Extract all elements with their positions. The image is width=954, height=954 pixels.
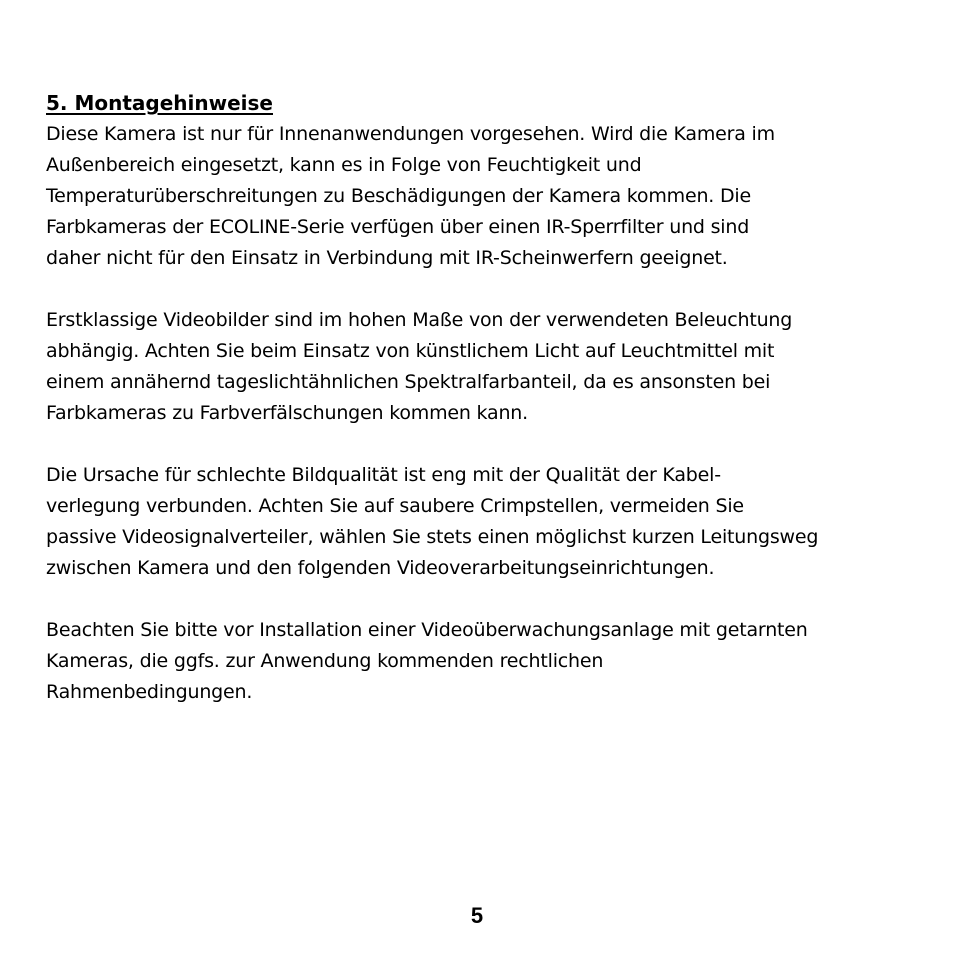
paragraph-line: Beachten Sie bitte vor Installation einer Videoüberwachungsanlage mit getarnten bbox=[46, 619, 808, 641]
paragraph-line: abhängig. Achten Sie beim Einsatz von künstlichem Licht auf Leuchtmittel mit bbox=[46, 340, 775, 362]
page-number: 5 bbox=[470, 903, 484, 928]
paragraph-line: Rahmenbedingungen. bbox=[46, 681, 253, 703]
paragraph-cabling bbox=[46, 460, 916, 584]
paragraph-indoor-use bbox=[46, 119, 916, 274]
paragraph-legal bbox=[46, 615, 916, 708]
paragraph-line: Farbkameras zu Farbverfälschungen kommen kann. bbox=[46, 402, 528, 424]
paragraph-line: daher nicht für den Einsatz in Verbindung mit IR-Scheinwerfern geeignet. bbox=[46, 247, 728, 269]
paragraph-line: Diese Kamera ist nur für Innenanwendungen vorgesehen. Wird die Kamera im bbox=[46, 123, 775, 145]
paragraph-line: passive Videosignalverteiler, wählen Sie stets einen möglichst kurzen Leitungsweg bbox=[46, 526, 819, 548]
section-heading: 5. Montagehinweise bbox=[46, 91, 273, 115]
paragraph-line: Kameras, die ggfs. zur Anwendung kommenden rechtlichen bbox=[46, 650, 604, 672]
paragraph-line: Farbkameras der ECOLINE-Serie verfügen über einen IR-Sperrfilter und sind bbox=[46, 216, 750, 238]
document-body bbox=[46, 88, 916, 739]
paragraph-line: Temperaturüberschreitungen zu Beschädigungen der Kamera kommen. Die bbox=[46, 185, 751, 207]
paragraph-lighting bbox=[46, 305, 916, 429]
paragraph-line: einem annähernd tageslichtähnlichen Spektralfarbanteil, da es ansonsten bei bbox=[46, 371, 771, 393]
paragraph-line: zwischen Kamera und den folgenden Videoverarbeitungseinrichtungen. bbox=[46, 557, 715, 579]
paragraph-line: verlegung verbunden. Achten Sie auf saubere Crimpstellen, vermeiden Sie bbox=[46, 495, 744, 517]
paragraph-line: Erstklassige Videobilder sind im hohen Maße von der verwendeten Beleuchtung bbox=[46, 309, 793, 331]
paragraph-line: Die Ursache für schlechte Bildqualität ist eng mit der Qualität der Kabel- bbox=[46, 464, 721, 486]
paragraph-line: Außenbereich eingesetzt, kann es in Folge von Feuchtigkeit und bbox=[46, 154, 642, 176]
